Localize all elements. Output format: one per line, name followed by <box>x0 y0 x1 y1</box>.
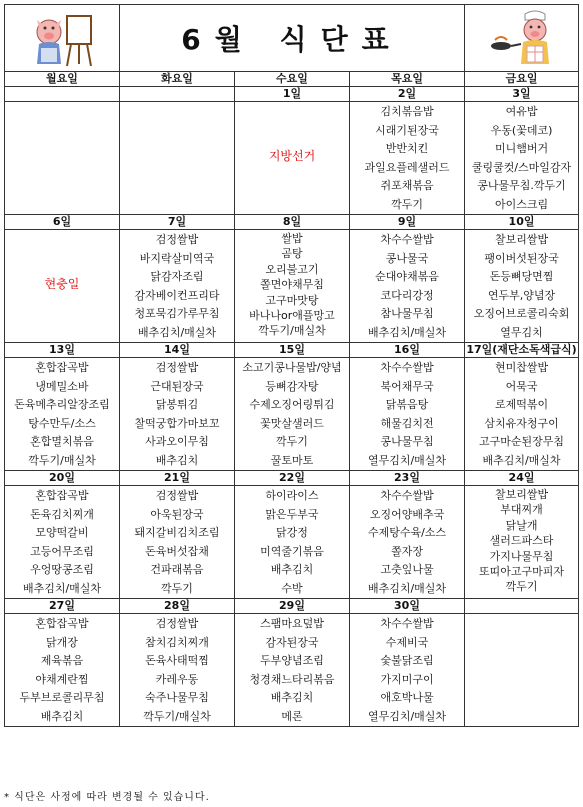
menu-item-list <box>120 102 234 103</box>
date-cell-tue: 14일 <box>120 343 235 358</box>
date-cell-wed: 22일 <box>235 471 350 486</box>
menu-item: 배추김치/매실차 <box>137 325 217 339</box>
date-cell-wed: 29일 <box>235 599 350 614</box>
menu-item-list <box>120 230 234 342</box>
menu-item: 아욱된장국 <box>150 507 204 521</box>
menu-item: 찰보리쌀밥 <box>494 233 549 246</box>
menu-item: 깍두기 <box>391 197 423 211</box>
menu-cell-thu <box>350 486 465 599</box>
weekday-mon: 월요일 <box>5 72 120 87</box>
menu-item: 차수수쌀밥 <box>380 489 434 502</box>
menu-item: 반반치킨 <box>385 142 429 155</box>
date-cell-thu: 23일 <box>350 471 465 486</box>
menu-item: 고구마맛탕 <box>265 293 319 307</box>
date-cell-fri <box>465 599 579 614</box>
menu-item: 연두부,양념장 <box>487 288 556 302</box>
menu-item: 바나나or애플망고 <box>249 308 335 322</box>
menu-item: 팽이버섯된장국 <box>484 251 559 265</box>
menu-item: 배추김치 <box>270 691 314 704</box>
menu-item: 우엉땅콩조림 <box>30 563 94 576</box>
menu-cell-mon <box>5 102 120 215</box>
menu-item: 차수수쌀밥 <box>380 361 434 374</box>
menu-cell-wed <box>235 102 350 215</box>
menu-item: 등뼈감자탕 <box>265 379 319 393</box>
menu-item: 배추김치 <box>40 709 84 723</box>
menu-item: 꿀토마토 <box>270 453 314 467</box>
menu-item: 카레우동 <box>155 672 199 686</box>
menu-item: 수제비국 <box>385 635 429 649</box>
date-row <box>5 215 579 230</box>
weekday-fri: 금요일 <box>465 72 579 87</box>
menu-item: 북어채무국 <box>380 379 434 393</box>
menu-cell-wed <box>235 614 350 727</box>
menu-item: 김치볶음밥 <box>380 105 434 118</box>
menu-item: 하이라이스 <box>265 489 319 502</box>
menu-item-list <box>350 358 464 470</box>
menu-item: 배추김치/매실차 <box>482 453 561 467</box>
date-cell-fri: 24일 <box>465 471 579 486</box>
menu-item: 차수수쌀밥 <box>380 233 434 246</box>
menu-item-list <box>235 614 349 726</box>
painter-pig-icon <box>27 8 97 68</box>
menu-item: 참치김치찌개 <box>145 635 209 649</box>
menu-cell-mon <box>5 486 120 599</box>
date-cell-mon: 20일 <box>5 471 120 486</box>
date-cell-tue: 28일 <box>120 599 235 614</box>
menu-cell-thu <box>350 358 465 471</box>
menu-cell-tue <box>120 614 235 727</box>
weekday-header-row <box>5 72 579 87</box>
menu-item: 청포묵김가루무침 <box>134 307 220 320</box>
menu-cell-wed <box>235 230 350 343</box>
date-cell-tue: 7일 <box>120 215 235 230</box>
date-cell-tue <box>120 87 235 102</box>
menu-item-list <box>350 230 464 342</box>
date-cell-wed: 15일 <box>235 343 350 358</box>
menu-item: 근대된장국 <box>150 379 204 393</box>
menu-item-list <box>120 614 234 726</box>
menu-cell-mon <box>5 614 120 727</box>
menu-item: 모양떡갈비 <box>35 526 89 539</box>
menu-item: 삼치유자청구이 <box>484 416 559 430</box>
menu-cell-tue <box>120 230 235 343</box>
menu-item: 오징어브로콜리숙회 <box>473 307 570 320</box>
menu-item: 냉메밀소바 <box>35 379 89 393</box>
menu-item: 차수수쌀밥 <box>380 617 434 630</box>
footnote: * 식단은 사정에 따라 변경될 수 있습니다. <box>4 792 210 803</box>
menu-item: 바지락살미역국 <box>139 251 215 265</box>
menu-item: 돈등뼈당면찜 <box>489 270 554 283</box>
menu-item: 검정쌀밥 <box>155 361 199 374</box>
weekday-wed: 수요일 <box>235 72 350 87</box>
menu-item: 여유밥 <box>505 105 538 118</box>
menu-item: 부대찌개 <box>500 503 543 517</box>
menu-item: 과일요플레샐러드 <box>364 160 450 174</box>
menu-item: 열무김치/매실차 <box>367 453 447 467</box>
chef-pig-icon <box>487 8 557 68</box>
menu-row <box>5 102 579 215</box>
menu-item: 깍두기 <box>505 580 538 594</box>
menu-cell-thu <box>350 230 465 343</box>
page-title: 6월 식단표 <box>181 23 403 56</box>
menu-item: 미니햄버거 <box>494 142 549 155</box>
menu-item: 콩나물무침.깍두기 <box>477 179 566 192</box>
menu-item: 오리불고기 <box>265 262 319 276</box>
menu-cell-fri <box>465 486 579 599</box>
menu-item: 쿨링쿨컷/스마일감자 <box>471 160 572 174</box>
menu-item: 메론 <box>281 709 303 723</box>
menu-item: 야채계란찜 <box>35 672 89 686</box>
menu-item-list <box>235 358 349 470</box>
menu-cell-mon <box>5 230 120 343</box>
menu-item: 돈육사태떡찜 <box>145 654 209 667</box>
menu-item: 배추김치/매실차 <box>367 325 447 339</box>
menu-item-list <box>465 102 578 214</box>
menu-item-list <box>235 486 349 598</box>
menu-item: 닭개장 <box>46 635 78 649</box>
menu-item: 오징어양배추국 <box>369 507 445 521</box>
meal-plan-table <box>4 4 579 727</box>
menu-item: 배추김치 <box>155 453 199 467</box>
menu-item: 깍두기/매실차 <box>28 453 96 467</box>
menu-item-list <box>350 614 464 726</box>
menu-row <box>5 614 579 727</box>
menu-item-list <box>350 486 464 598</box>
menu-item-list <box>235 210 349 211</box>
menu-item: 수제탕수육/소스 <box>367 526 447 539</box>
menu-item: 콩나물국 <box>385 251 429 265</box>
date-cell-thu: 9일 <box>350 215 465 230</box>
title-cell <box>120 5 465 72</box>
date-row <box>5 343 579 358</box>
menu-item: 고춧잎나물 <box>380 563 434 576</box>
date-cell-thu: 30일 <box>350 599 465 614</box>
menu-item: 어묵국 <box>505 379 538 393</box>
menu-item: 검정쌀밥 <box>155 233 199 246</box>
menu-row <box>5 486 579 599</box>
menu-item: 애호박나물 <box>380 691 434 704</box>
menu-item-list <box>5 486 119 598</box>
menu-cell-wed <box>235 358 350 471</box>
menu-item: 돈육버섯잡채 <box>145 544 209 558</box>
menu-item: 쥐포채볶음 <box>380 179 434 192</box>
menu-item: 소고기콩나물밥/양념 <box>242 361 342 374</box>
menu-item: 검정쌀밥 <box>155 489 199 502</box>
menu-item-list <box>350 102 464 214</box>
menu-item: 꽃맛살샐러드 <box>260 416 324 430</box>
menu-item: 닭감자조림 <box>150 270 204 283</box>
date-cell-thu: 16일 <box>350 343 465 358</box>
menu-item: 찰보리쌀밥 <box>494 488 549 501</box>
menu-item: 수제오징어링튀김 <box>249 398 335 411</box>
menu-item: 사과오이무침 <box>145 435 209 448</box>
menu-item-list <box>5 338 119 339</box>
menu-item-list <box>465 230 578 342</box>
weekday-thu: 목요일 <box>350 72 465 87</box>
date-row <box>5 599 579 614</box>
menu-item: 우동(꽃데코) <box>490 123 553 137</box>
date-row <box>5 471 579 486</box>
menu-item: 수박 <box>281 581 303 595</box>
menu-item: 배추김치 <box>270 563 314 576</box>
weekday-tue: 화요일 <box>120 72 235 87</box>
header-illustration-right <box>465 5 579 72</box>
date-cell-mon: 27일 <box>5 599 120 614</box>
menu-item: 미역줄기볶음 <box>260 544 324 558</box>
menu-item: 맑은두부국 <box>265 507 319 521</box>
date-cell-wed: 8일 <box>235 215 350 230</box>
menu-item: 닭봉튀김 <box>155 398 199 411</box>
date-cell-thu: 2일 <box>350 87 465 102</box>
menu-item: 배추김치/매실차 <box>22 581 102 595</box>
title-row <box>5 5 579 72</box>
menu-item-list <box>465 358 578 470</box>
header-illustration-left <box>5 5 120 72</box>
menu-item: 고등어무조림 <box>30 544 94 558</box>
menu-item: 닭강정 <box>276 526 308 539</box>
menu-item: 혼합잡곡밥 <box>35 617 89 630</box>
menu-item: 감자베이컨프리타 <box>134 288 220 302</box>
menu-cell-fri <box>465 230 579 343</box>
menu-item: 혼합잡곡밥 <box>35 489 89 502</box>
date-cell-fri: 3일 <box>465 87 579 102</box>
menu-item: 깍두기 <box>161 581 193 595</box>
menu-cell-mon <box>5 358 120 471</box>
menu-item-list <box>5 102 119 103</box>
menu-item: 감자된장국 <box>265 635 319 649</box>
menu-cell-fri <box>465 358 579 471</box>
menu-item: 쌀밥 <box>281 232 303 245</box>
menu-item: 샐러드파스타 <box>489 534 554 548</box>
menu-item: 현미찹쌀밥 <box>494 361 549 374</box>
menu-item: 또띠아고구마피자 <box>479 564 565 578</box>
menu-item: 콩나물무침 <box>380 435 434 448</box>
menu-item: 배추김치/매실차 <box>367 581 447 595</box>
menu-cell-tue <box>120 102 235 215</box>
menu-item: 쫄면야채무침 <box>260 278 324 292</box>
menu-item: 쫄자장 <box>391 544 423 558</box>
menu-cell-tue <box>120 358 235 471</box>
menu-cell-tue <box>120 486 235 599</box>
menu-item-list <box>5 358 119 470</box>
menu-item: 코다리강정 <box>380 288 434 302</box>
menu-item: 건파래볶음 <box>150 563 204 576</box>
menu-item: 돈육메추리알장조림 <box>14 398 110 411</box>
menu-item: 돼지갈비김치조림 <box>134 526 220 539</box>
menu-item: 깍두기/매실차 <box>258 324 326 338</box>
menu-cell-fri <box>465 102 579 215</box>
date-cell-mon <box>5 87 120 102</box>
menu-item: 검정쌀밥 <box>155 617 199 630</box>
menu-item: 찰떡궁합가마보꼬 <box>134 416 220 430</box>
menu-item-list <box>465 486 578 595</box>
menu-item-list <box>120 486 234 598</box>
menu-cell-thu <box>350 614 465 727</box>
menu-row <box>5 230 579 343</box>
menu-item: 순대야채볶음 <box>375 270 439 283</box>
menu-item: 혼합잡곡밥 <box>35 361 89 374</box>
menu-cell-wed <box>235 486 350 599</box>
date-cell-mon: 6일 <box>5 215 120 230</box>
menu-item: 열무김치/매실차 <box>367 709 447 723</box>
menu-item-list <box>235 230 349 339</box>
menu-item: 닭날개 <box>505 518 538 532</box>
menu-item-list <box>120 358 234 470</box>
menu-item: 숯불닭조림 <box>380 654 434 667</box>
menu-item: 열무김치 <box>500 325 543 339</box>
menu-item: 로제떡볶이 <box>494 398 549 411</box>
date-row <box>5 87 579 102</box>
date-cell-mon: 13일 <box>5 343 120 358</box>
date-cell-tue: 21일 <box>120 471 235 486</box>
menu-item: 아이스크림 <box>494 197 549 211</box>
menu-item: 스팸마요덮밥 <box>260 617 324 630</box>
date-cell-fri: 17일(재단소독색급식) <box>466 343 577 356</box>
menu-item: 가지나물무침 <box>489 549 554 563</box>
menu-item: 해물김치전 <box>380 416 434 430</box>
menu-row <box>5 358 579 471</box>
menu-item: 고구마순된장무침 <box>479 435 565 448</box>
menu-item: 제육볶음 <box>40 654 84 667</box>
menu-item: 두부양념조림 <box>260 654 324 667</box>
date-cell-wed: 1일 <box>235 87 350 102</box>
menu-item: 가지미구이 <box>380 672 434 686</box>
holiday-label: 지방선거 <box>268 149 316 163</box>
menu-item: 혼합멸치볶음 <box>30 435 94 448</box>
menu-item: 깍두기/매실차 <box>143 709 211 723</box>
menu-item: 시래기된장국 <box>375 123 439 137</box>
menu-item: 깍두기 <box>276 435 308 448</box>
menu-item: 숙주나물무침 <box>145 691 209 704</box>
menu-item: 탕수만두/소스 <box>28 416 96 430</box>
menu-item-list <box>5 614 119 726</box>
menu-cell-thu <box>350 102 465 215</box>
menu-item: 청경채느타리볶음 <box>249 672 335 686</box>
holiday-label: 현충일 <box>44 277 80 291</box>
menu-item: 곰탕 <box>281 247 303 261</box>
date-cell-fri: 10일 <box>465 215 579 230</box>
menu-item-list <box>465 614 578 615</box>
menu-item: 돈육김치찌개 <box>30 507 94 521</box>
menu-item: 참나물무침 <box>380 307 434 320</box>
menu-item: 닭볶음탕 <box>385 398 429 411</box>
menu-item: 두부브로콜리무침 <box>19 691 105 704</box>
menu-cell-fri <box>465 614 579 727</box>
